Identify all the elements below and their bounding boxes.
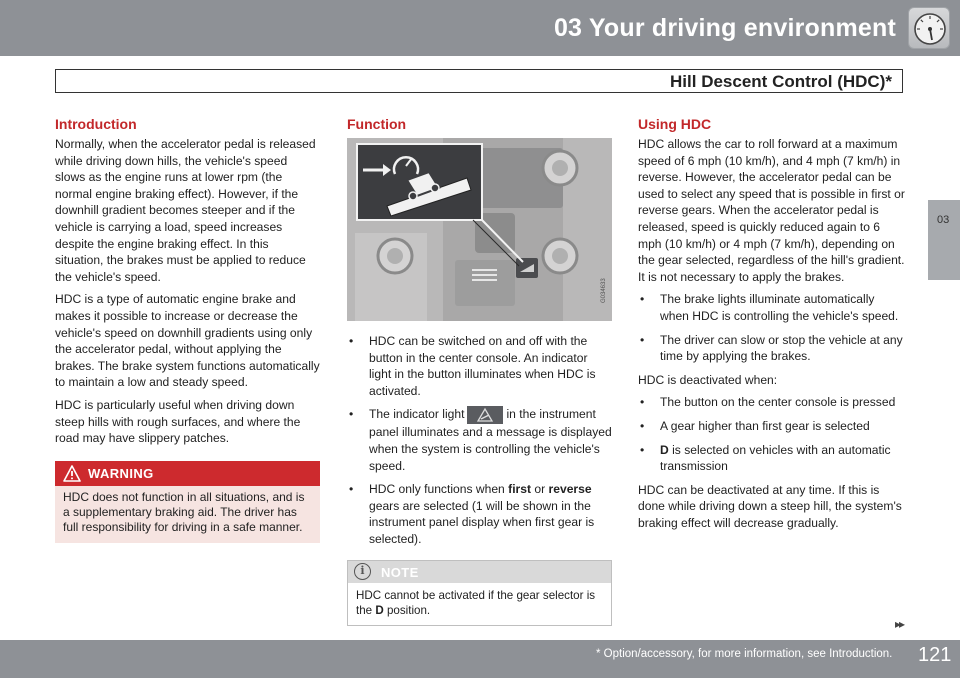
note-text-start: HDC cannot be activated if the gear selector is the (356, 588, 596, 617)
using-hdc-heading: Using HDC (638, 116, 712, 132)
using-hdc-paragraph-3: HDC can be deactivated at any time. If this is done while driving down a steep hill, the system's braking effect will decrease gradually. (638, 482, 902, 530)
note-box (347, 560, 612, 626)
introduction-paragraph-3: HDC is particularly useful when driving down steep hills with rough surfaces, and where the road may have slippery patches. (55, 397, 301, 446)
function-heading: Function (347, 116, 407, 132)
note-label: NOTE (381, 564, 419, 580)
list-item: • HDC only functions when first or reverse gears are selected (1 will be shown in the instrument panel display when first gear is selected). (349, 482, 595, 546)
list-item: • The indicator light in the instrument panel illuminates and a message is displayed when the system is controlling the vehicle's speed. (349, 407, 612, 473)
introduction-paragraph-1: Normally, when the accelerator pedal is released while driving down hills, the vehicle's speed slows as the engine runs at lower rpm (the normal engine braking effect). However, if the downhill gradient becomes steeper and if the vehicle is carrying a load, speed increases despite the engine braking effect. In this situation, the brakes must be applied to reduce the vehicle's speed. (55, 137, 316, 284)
gear-d-label: D (660, 442, 669, 457)
function-bullet-3-or: or (534, 482, 546, 497)
figure-code: G034633 (601, 278, 607, 303)
note-text (348, 583, 611, 625)
introduction-paragraph-2: HDC is a type of automatic engine brake and makes it possible to increase or decrease the vehicle's speed on downhill gradients using only the accelerator pedal, without applying the brakes. The brake system functions automatically to maintain a low and steady speed. (55, 292, 320, 390)
using-hdc-bullet-1: The brake lights illuminate automatically when HDC is controlling the vehicle's speed. (660, 292, 899, 323)
section-title: Hill Descent Control (HDC)* (670, 72, 892, 91)
list-item: • HDC can be switched on and off with the button in the center console. An indicator light in the button illuminates when HDC is activated. (349, 334, 596, 398)
function-bullet-2-text: The indicator light (369, 407, 465, 422)
introduction-heading: Introduction (55, 116, 137, 132)
note-header (348, 561, 611, 583)
warning-label: WARNING (88, 465, 154, 481)
warning-text: HDC does not function in all situations, and is a supplementary braking aid. The driver has full responsibility for driving in a safe manner. (63, 489, 305, 535)
chapter-title: 03 Your driving environment (553, 14, 896, 42)
deactivation-bullet-2: A gear higher than first gear is selected (660, 418, 870, 433)
header-bar (0, 0, 960, 56)
chapter-side-tab-label: 03 (937, 214, 950, 226)
page-number: 121 (918, 644, 952, 666)
info-icon: i (354, 563, 371, 580)
function-bullet-3-text-end: gears are selected (1 will be shown in the instrument panel display when first gear is selected). (369, 498, 595, 546)
note-gear-d: D (375, 603, 384, 617)
footnote: * Option/accessory, for more information, see Introduction. (596, 648, 893, 660)
warning-header (55, 461, 320, 486)
first-gear-label: first (508, 482, 532, 497)
function-bullet-1: HDC can be switched on and off with the button in the center console. An indicator light in the button illuminates when HDC is activated. (369, 334, 596, 398)
column-introduction (55, 116, 320, 543)
deactivation-bullet-3: is selected on vehicles with an automatic transmission (660, 442, 891, 474)
using-hdc-bullet-list-1 (638, 291, 906, 364)
using-hdc-bullet-2: The driver can slow or stop the vehicle at any time by applying the brakes. (660, 332, 903, 364)
function-bullet-list (347, 333, 612, 548)
list-item: • The button on the center console is pressed (640, 395, 896, 410)
speedometer-icon (908, 7, 950, 49)
using-hdc-paragraph-1: HDC allows the car to roll forward at a maximum speed of 6 mph (10 km/h), and 4 mph (7 km/h) in reverse. However, the accelerator pedal can be used to select any speed that is possible in first or reverse gears. When the accelerator pedal is released, speed is quickly reduced again to 6 mph (10 km/h) or 4 mph (7 km/h), depending on the gear selected, regardless of the hill's gradient. It is not necessary to apply the brakes. (638, 137, 905, 284)
warning-icon (63, 465, 81, 482)
function-bullet-2-text-end: in the instrument panel illuminates and a message is displayed when the system is controlling the vehicle's speed. (369, 407, 612, 473)
section-title-box (55, 69, 903, 93)
list-item: • D is selected on vehicles with an automatic transmission (640, 442, 891, 474)
center-console-illustration (347, 138, 612, 321)
deactivation-bullet-list (638, 394, 906, 474)
list-item: • The brake lights illuminate automatically when HDC is controlling the vehicle's speed. (640, 292, 899, 323)
chapter-side-tab (928, 200, 960, 280)
deactivation-bullet-1: The button on the center console is pressed (660, 395, 896, 410)
note-text-end: position. (386, 603, 431, 617)
continue-arrows-icon: ▸▸ (895, 617, 904, 631)
warning-box (55, 461, 320, 544)
column-function (347, 116, 612, 626)
column-using-hdc (638, 116, 906, 537)
hdc-indicator-icon (467, 406, 503, 424)
list-item: • The driver can slow or stop the vehicle at any time by applying the brakes. (640, 332, 903, 364)
function-bullet-3-text: HDC only functions when (369, 482, 505, 497)
list-item: • A gear higher than first gear is selected (640, 418, 870, 433)
deactivated-intro: HDC is deactivated when: (638, 372, 778, 387)
reverse-gear-label: reverse (548, 482, 592, 497)
